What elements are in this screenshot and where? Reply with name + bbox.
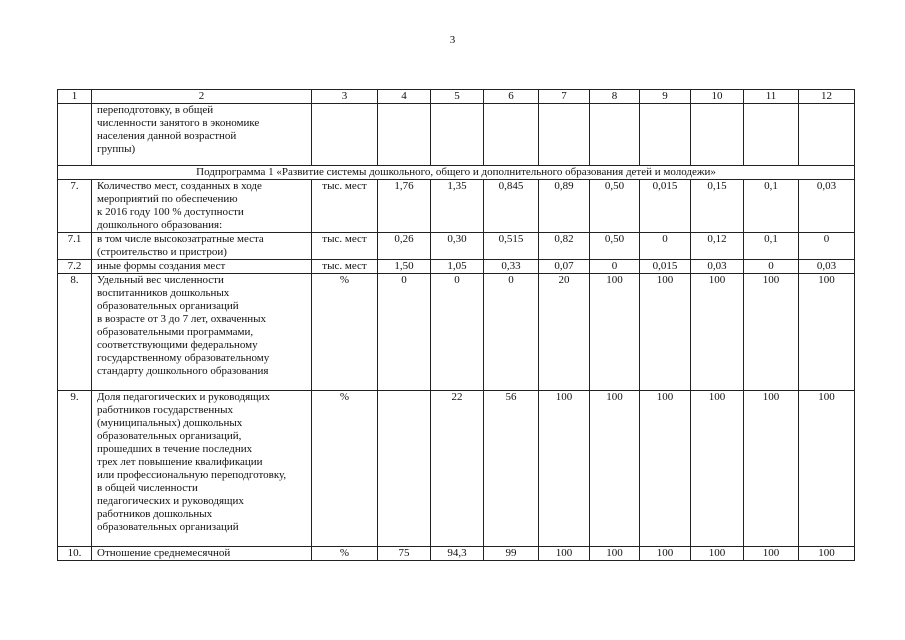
row-value: 0,82 <box>539 233 590 260</box>
row-description: Количество мест, созданных в ходе мероприятий по обеспечению к 2016 году 100 % доступности дошкольного образования: <box>92 180 312 233</box>
row-number: 8. <box>58 274 92 391</box>
table-row <box>58 260 855 274</box>
row-value: 0,015 <box>640 260 691 274</box>
row-number: 7.1 <box>58 233 92 260</box>
row-value <box>799 104 855 166</box>
subprogram-title: Подпрограмма 1 «Развитие системы дошкольного, общего и дополнительного образования детей и молодежи» <box>58 166 855 180</box>
row-value: 75 <box>378 547 431 561</box>
row-value: 0 <box>744 260 799 274</box>
row-unit: % <box>312 274 378 391</box>
row-value: 1,35 <box>431 180 484 233</box>
row-value <box>484 104 539 166</box>
row-value: 1,50 <box>378 260 431 274</box>
row-number: 7. <box>58 180 92 233</box>
row-value: 100 <box>691 274 744 391</box>
row-value: 0,30 <box>431 233 484 260</box>
row-value: 0,50 <box>590 233 640 260</box>
table-row <box>58 547 855 561</box>
row-unit: тыс. мест <box>312 260 378 274</box>
row-value: 0,15 <box>691 180 744 233</box>
row-value: 0,89 <box>539 180 590 233</box>
row-value: 0,50 <box>590 180 640 233</box>
row-description: в том числе высокозатратные места (строительство и пристрои) <box>92 233 312 260</box>
row-value: 94,3 <box>431 547 484 561</box>
row-number <box>58 104 92 166</box>
row-number: 7.2 <box>58 260 92 274</box>
row-value: 1,05 <box>431 260 484 274</box>
row-value: 0 <box>431 274 484 391</box>
row-value: 0,515 <box>484 233 539 260</box>
row-value: 0 <box>484 274 539 391</box>
column-number-cell: 6 <box>484 90 539 104</box>
row-value: 0,33 <box>484 260 539 274</box>
table-row <box>58 104 855 166</box>
row-value: 100 <box>640 547 691 561</box>
row-value: 100 <box>590 547 640 561</box>
row-unit: % <box>312 547 378 561</box>
table-row <box>58 274 855 391</box>
row-value: 100 <box>744 547 799 561</box>
row-unit: % <box>312 391 378 547</box>
row-value: 100 <box>799 547 855 561</box>
table-row <box>58 180 855 233</box>
row-description: иные формы создания мест <box>92 260 312 274</box>
subprogram-row <box>58 166 855 180</box>
row-value: 20 <box>539 274 590 391</box>
row-value <box>431 104 484 166</box>
row-value: 0,1 <box>744 180 799 233</box>
row-value: 0,26 <box>378 233 431 260</box>
row-value <box>378 104 431 166</box>
row-value <box>590 104 640 166</box>
row-unit: тыс. мест <box>312 233 378 260</box>
row-value: 0,845 <box>484 180 539 233</box>
table-body <box>58 90 855 561</box>
row-value: 100 <box>590 274 640 391</box>
row-description: Отношение среднемесячной <box>92 547 312 561</box>
row-value: 100 <box>539 391 590 547</box>
row-number: 9. <box>58 391 92 547</box>
row-value: 100 <box>799 274 855 391</box>
column-number-row <box>58 90 855 104</box>
row-value: 22 <box>431 391 484 547</box>
row-value: 100 <box>640 391 691 547</box>
row-value: 0,12 <box>691 233 744 260</box>
row-value: 0,03 <box>799 260 855 274</box>
row-value: 100 <box>744 274 799 391</box>
column-number-cell: 9 <box>640 90 691 104</box>
row-value: 0 <box>590 260 640 274</box>
row-value: 99 <box>484 547 539 561</box>
row-value: 100 <box>691 391 744 547</box>
row-value: 100 <box>539 547 590 561</box>
table-row <box>58 391 855 547</box>
row-number: 10. <box>58 547 92 561</box>
row-value: 100 <box>744 391 799 547</box>
indicator-table <box>57 89 855 561</box>
row-value: 1,76 <box>378 180 431 233</box>
row-unit: тыс. мест <box>312 180 378 233</box>
table-row <box>58 233 855 260</box>
row-value <box>640 104 691 166</box>
row-value: 0 <box>799 233 855 260</box>
column-number-cell: 1 <box>58 90 92 104</box>
row-value: 100 <box>799 391 855 547</box>
row-value <box>691 104 744 166</box>
page-number: 3 <box>449 34 456 46</box>
column-number-cell: 4 <box>378 90 431 104</box>
row-value: 0 <box>640 233 691 260</box>
row-value: 0 <box>378 274 431 391</box>
row-value: 0,015 <box>640 180 691 233</box>
row-value <box>539 104 590 166</box>
row-description: переподготовку, в общей численности занятого в экономике населения данной возрастной группы) <box>92 104 312 166</box>
column-number-cell: 3 <box>312 90 378 104</box>
row-value: 56 <box>484 391 539 547</box>
row-value: 100 <box>590 391 640 547</box>
column-number-cell: 11 <box>744 90 799 104</box>
row-value: 0,1 <box>744 233 799 260</box>
row-description: Удельный вес численности воспитанников дошкольных образовательных организаций в возрасте от 3 до 7 лет, охваченных образовательными программами, соответствующими федеральному государственному образовательному стандарту дошкольного образования <box>92 274 312 391</box>
column-number-cell: 12 <box>799 90 855 104</box>
column-number-cell: 7 <box>539 90 590 104</box>
row-value: 0,03 <box>691 260 744 274</box>
row-value: 100 <box>640 274 691 391</box>
row-value: 0,03 <box>799 180 855 233</box>
column-number-cell: 5 <box>431 90 484 104</box>
row-value: 0,07 <box>539 260 590 274</box>
column-number-cell: 8 <box>590 90 640 104</box>
column-number-cell: 10 <box>691 90 744 104</box>
row-value <box>378 391 431 547</box>
column-number-cell: 2 <box>92 90 312 104</box>
row-value <box>744 104 799 166</box>
row-description: Доля педагогических и руководящих работников государственных (муниципальных) дошкольных образовательных организаций, прошедших в течение последних трех лет повышение квалификации или профессиональную переподготовку, в общей численности педагогических и руководящих работников дошкольных образовательных организаций <box>92 391 312 547</box>
row-value: 100 <box>691 547 744 561</box>
row-unit <box>312 104 378 166</box>
